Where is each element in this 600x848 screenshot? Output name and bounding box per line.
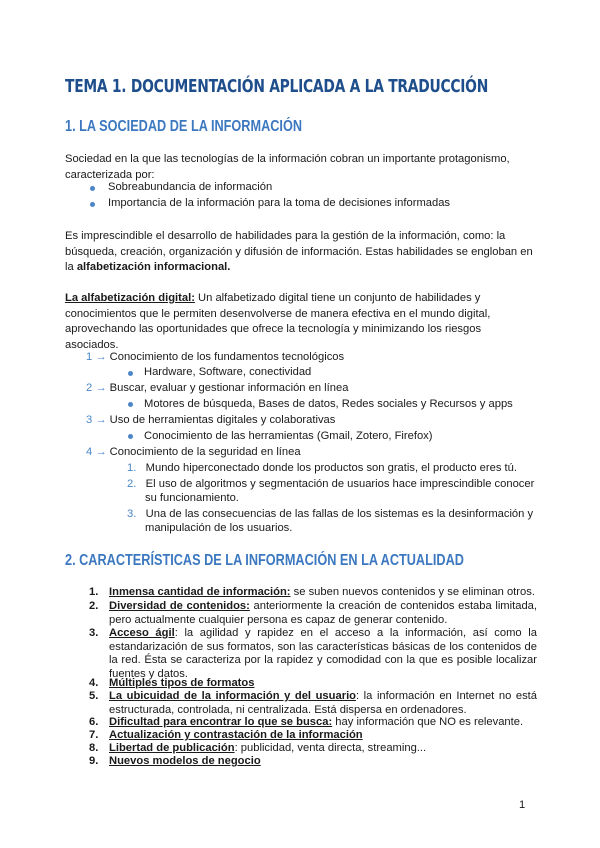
step-subitem: Conocimiento de las herramientas (Gmail, Zotero, Firefox) (144, 430, 433, 442)
step-subitem: Hardware, Software, conectividad (144, 366, 312, 378)
step-item: 4 → Conocimiento de la seguridad en línea (86, 446, 301, 458)
document-title: TEMA 1. DOCUMENTACIÓN APLICADA A LA TRADUCCIÓN (65, 77, 489, 97)
bullet-item: Importancia de la información para la toma de decisiones informadas (108, 197, 451, 209)
bullet-dot (128, 402, 133, 407)
characteristic-item: 2. Diversidad de contenidos: anteriormente la creación de contenidos estaba limitada, pero actualmente cualquier persona es capaz de generar contenido. (89, 600, 537, 626)
security-item-continuation: manipulación de los usuarios. (145, 522, 293, 534)
step-item: 2 → Buscar, evaluar y gestionar información en línea (86, 382, 349, 394)
security-item-continuation: su funcionamiento. (145, 492, 239, 504)
page-number: 1 (519, 799, 526, 811)
security-item: 3. Una de las consecuencias de las fallas de los sistemas es la desinformación y (127, 508, 534, 520)
section2-heading: 2. CARACTERÍSTICAS DE LA INFORMACIÓN EN LA ACTUALIDAD (65, 552, 464, 569)
characteristic-item: 3. Acceso ágil: la agilidad y rapidez en el acceso a la información, así como la estandarización de sus formatos, son las características básicas de los contenidos de la red. Ésta se caracteriza por la rapidez y comodidad con la que es posible localizar fuentes y datos. (89, 627, 537, 680)
characteristic-item: 4. Múltiples tipos de formatos (89, 677, 255, 689)
digital-literacy-paragraph: La alfabetización digital: Un alfabetizado digital tiene un conjunto de habilidades y conocimientos que le permiten desenvolverse de manera efectiva en el mundo digital, aprovechando las oportunidades que ofrece la tecnología y minimizando los riesgos asociados. (65, 292, 491, 351)
step-item: 3 → Uso de herramientas digitales y colaborativas (86, 414, 336, 426)
section1-intro: Sociedad en la que las tecnologías de la información cobran un importante protagonismo, caracterizada por: (65, 153, 510, 181)
bullet-dot (128, 371, 133, 376)
characteristic-item: 1. Inmensa cantidad de información: se suben nuevos contenidos y se eliminan otros. (89, 586, 535, 598)
step-item: 1 → Conocimiento de los fundamentos tecnológicos (86, 351, 345, 363)
bullet-dot (90, 202, 95, 207)
characteristic-item: 5. La ubicuidad de la información y del usuario: la información en Internet no está estructurada, controlada, ni centralizada. Está dispersa en ordenadores. (89, 690, 537, 716)
characteristic-item: 8. Libertad de publicación: publicidad, venta directa, streaming... (89, 742, 427, 754)
characteristic-item: 7. Actualización y contrastación de la información (89, 729, 363, 741)
section1-paragraph-2: Es imprescindible el desarrollo de habilidades para la gestión de la información, como: la búsqueda, creación, organización y difusión de información. Estas habilidades se engloban en la alfabetización informacional. (65, 230, 533, 273)
bullet-item: Sobreabundancia de información (108, 181, 273, 193)
characteristic-item: 6. Dificultad para encontrar lo que se busca: hay información que NO es relevante. (89, 716, 524, 728)
bullet-dot (90, 186, 95, 191)
bullet-dot (128, 434, 133, 439)
digital-literacy-label: La alfabetización digital: (65, 292, 195, 304)
step-subitem: Motores de búsqueda, Bases de datos, Redes sociales y Recursos y apps (144, 398, 513, 410)
characteristic-item: 9. Nuevos modelos de negocio (89, 755, 261, 767)
security-item: 1. Mundo hiperconectado donde los productos son gratis, el producto eres tú. (127, 462, 517, 474)
section1-heading: 1. LA SOCIEDAD DE LA INFORMACIÓN (65, 118, 303, 135)
security-item: 2. El uso de algoritmos y segmentación de usuarios hace imprescindible conocer (127, 478, 535, 490)
